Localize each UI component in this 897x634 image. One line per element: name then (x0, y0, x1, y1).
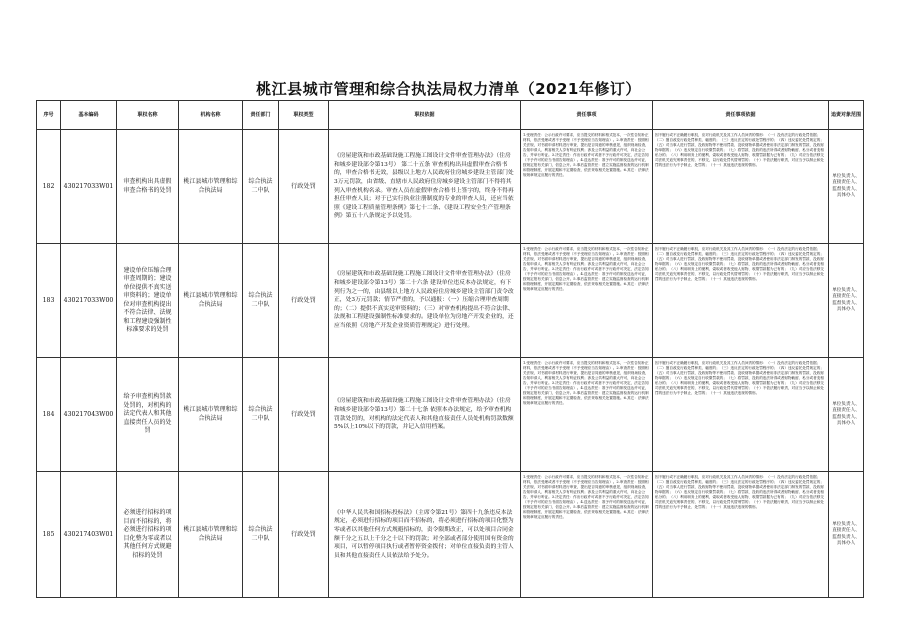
cell-name: 审查机构出具虚假审查合格书的处罚 (117, 130, 179, 244)
header-name: 职权名称 (117, 101, 179, 130)
header-duties: 责任事项 (521, 101, 653, 130)
table-row (37, 244, 864, 358)
cell-scope: 单位负责人、直接责任人、监督负责人、具体办人 (829, 130, 864, 244)
cell-org: 桃江县城市管理和综合执法局 (179, 472, 243, 598)
header-dept: 责任部门 (243, 101, 279, 130)
cell-type: 行政处罚 (279, 472, 329, 598)
power-list-table (36, 100, 864, 598)
cell-name: 建设单位压缩合理审查周期的；建设单位提供不真实送审资料的；建设单位对审查机构提出不符合法律、法规和工程建设强制性标准要求的处罚 (117, 244, 179, 358)
cell-duties: 1.受理责任：公示行政许可要求，应当提交的材料和格式范本，一次性告知补正材料，依法受理或者不予受理（不予受理应当告知理由）。2.审查责任：按照相关法规，对书面申请材料进行审查，提出是否同意的审核意见，组织现场检查，告知申请人、利害相关人享有听证权利；涉及公共利益的重大许可，向社会公告，并举行听证。3.决定责任：作出行政许可或者不予行政许可决定，法定告知（不予许可的应当书面告知理由）。4.送达责任：准予许可的制发送达许可证，按规定报有关部门，信息公开。5.事后监管责任：建立实施监督检查的运行机制和管理制度，开展定期和不定期检查，依法采取相关处置措施。6.其它：法律法规规章规定应履行的责任。 (521, 244, 653, 358)
cell-dept: 综合执法二中队 (243, 472, 279, 598)
table-row (37, 130, 864, 244)
table-header-row (37, 101, 864, 130)
header-type: 职权类型 (279, 101, 329, 130)
cell-duties-basis: 因不履行或不正确履行职权，应对行政机关及其工作人员问责的情形：（一）没有法定的行政处罚依据；（二）擅自改变行政处罚种类、幅度的；（三）违反法定的行政处罚程序的；（四）违反委托处罚规定的；（五）对当事人进行罚款、没收财物等不使用罚款、没收财物单据或者使用非法定部门制发的罚款、没收财物单据的；（六）违反规定自行收缴罚款的；（七）将罚款、没收的违法所得或者财物截留、私分或者变相私分的；（八）利用职务上的便利，索取或者收受他人财物、收缴罚款据为己有的；（九）对应当依法移交司法机关追究刑事责任的，不移交，以行政处罚代替刑罚的；（十）不依法履行职责，对应当予以制止和处罚的违法行为不予制止、处罚的；（十一）其他违法违规的情形。 (653, 472, 829, 598)
cell-duties-basis: 因不履行或不正确履行职权，应对行政机关及其工作人员问责的情形：（一）没有法定的行政处罚依据；（二）擅自改变行政处罚种类、幅度的；（三）违反法定的行政处罚程序的；（四）违反委托处罚规定的；（五）对当事人进行罚款、没收财物等不使用罚款、没收财物单据或者使用非法定部门制发的罚款、没收财物单据的；（六）违反规定自行收缴罚款的；（七）将罚款、没收的违法所得或者财物截留、私分或者变相私分的；（八）利用职务上的便利，索取或者收受他人财物、收缴罚款据为己有的；（九）对应当依法移交司法机关追究刑事责任的，不移交，以行政处罚代替刑罚的；（十）不依法履行职责，对应当予以制止和处罚的违法行为不予制止、处罚的；（十一）其他违法违规的情形。 (653, 244, 829, 358)
cell-org: 桃江县城市管理和综合执法局 (179, 130, 243, 244)
table-row (37, 472, 864, 598)
cell-name: 给予审查机构罚款处罚的，对机构的法定代表人和其他直接责任人员的处罚 (117, 358, 179, 472)
cell-basis: 《房屋建筑和市政基础设施工程施工图设计文件审查管理办法》（住房和城乡建设部令第13号）第二十六条 建设单位违反本办法规定，有下列行为之一的，由县级以上地方人民政府住房城乡建设主管部门责令改正，处3万元罚款；情节严重的，予以通报：（一）压缩合理审查周期的；（二）提供不真实送审资料的；（三）对审查机构提出不符合法律、法规和工程建设强制性标准要求的。建设单位为房地产开发企业的，还应当依照《房地产开发企业资质管理规定》进行处理。 (329, 244, 521, 358)
cell-name: 必须进行招标的项目而不招标的，将必须进行招标的项目化整为零或者以其他任何方式规避招标的处罚 (117, 472, 179, 598)
cell-seq: 185 (37, 472, 61, 598)
cell-dept: 综合执法二中队 (243, 358, 279, 472)
cell-basis: 《房屋建筑和市政基础设施工程施工图设计文件审查管理办法》（住房和城乡建设部令第13号） 第二十五条 审查机构出具虚假审查合格书的，审查合格书无效，县级以上地方人民政府住房城乡建设主管部门处3万元罚款，由省级、直辖市人民政府住房城乡建设主管部门不得将其列入审查机构名录。审查人员在虚假审查合格书上签字的，终身不得再担任审查人员；对于已实行执业注册制度的专业的审查人员，还应当依照《建设工程质量管理条例》第七十二条、《建设工程安全生产管理条例》第五十八条规定予以处罚。 (329, 130, 521, 244)
cell-duties-basis: 因不履行或不正确履行职权，应对行政机关及其工作人员问责的情形：（一）没有法定的行政处罚依据；（二）擅自改变行政处罚种类、幅度的；（三）违反法定的行政处罚程序的；（四）违反委托处罚规定的；（五）对当事人进行罚款、没收财物等不使用罚款、没收财物单据或者使用非法定部门制发的罚款、没收财物单据的；（六）违反规定自行收缴罚款的；（七）将罚款、没收的违法所得或者财物截留、私分或者变相私分的；（八）利用职务上的便利，索取或者收受他人财物、收缴罚款据为己有的；（九）对应当依法移交司法机关追究刑事责任的，不移交，以行政处罚代替刑罚的；（十）不依法履行职责，对应当予以制止和处罚的违法行为不予制止、处罚的；（十一）其他违法违规的情形。 (653, 130, 829, 244)
cell-dept: 综合执法二中队 (243, 244, 279, 358)
cell-type: 行政处罚 (279, 358, 329, 472)
cell-dept: 综合执法二中队 (243, 130, 279, 244)
header-duties-basis: 责任事项依据 (653, 101, 829, 130)
cell-seq: 183 (37, 244, 61, 358)
cell-duties: 1.受理责任：公示行政许可要求，应当提交的材料和格式范本，一次性告知补正材料，依法受理或者不予受理（不予受理应当告知理由）。2.审查责任：按照相关法规，对书面申请材料进行审查，提出是否同意的审核意见，组织现场检查，告知申请人、利害相关人享有听证权利；涉及公共利益的重大许可，向社会公告，并举行听证。3.决定责任：作出行政许可或者不予行政许可决定，法定告知（不予许可的应当书面告知理由）。4.送达责任：准予许可的制发送达许可证，按规定报有关部门，信息公开。5.事后监管责任：建立实施监督检查的运行机制和管理制度，开展定期和不定期检查，依法采取相关处置措施。6.其它：法律法规规章规定应履行的责任。 (521, 358, 653, 472)
cell-duties: 1.受理责任：公示行政许可要求，应当提交的材料和格式范本，一次性告知补正材料，依法受理或者不予受理（不予受理应当告知理由）。2.审查责任：按照相关法规，对书面申请材料进行审查，提出是否同意的审核意见，组织现场检查，告知申请人、利害相关人享有听证权利；涉及公共利益的重大许可，向社会公告，并举行听证。3.决定责任：作出行政许可或者不予行政许可决定，法定告知（不予许可的应当书面告知理由）。4.送达责任：准予许可的制发送达许可证，按规定报有关部门，信息公开。5.事后监管责任：建立实施监督检查的运行机制和管理制度，开展定期和不定期检查，依法采取相关处置措施。6.其它：法律法规规章规定应履行的责任。 (521, 130, 653, 244)
cell-code: 430217403W01 (61, 472, 117, 598)
cell-basis: 《房屋建筑和市政基础设施工程施工图设计文件审查管理办法》（住房和城乡建设部令第13号）第二十七条 依照本办法规定，给予审查机构罚款处罚的，对机构的法定代表人和其他直接责任人员处机构罚款数额5%以上10%以下的罚款，并记入信用档案。 (329, 358, 521, 472)
header-basis: 职权依据 (329, 101, 521, 130)
cell-code: 430217043W00 (61, 358, 117, 472)
cell-basis: 《中华人民共和国招标投标法》（主席令第21号）第四十九条违反本法规定，必须进行招标的项目而不招标的，将必须进行招标的项目化整为零或者以其他任何方式规避招标的，责令限期改正，可以处项目合同金额千分之五以上千分之十以下的罚款；对全部或者部分使用国有资金的项目，可以暂停项目执行或者暂停资金拨付；对单位直接负责的主管人员和其他直接责任人员依法给予处分。 (329, 472, 521, 598)
table-row (37, 358, 864, 472)
cell-seq: 182 (37, 130, 61, 244)
cell-scope: 单位负责人、直接责任人、监督负责人、具体办人 (829, 358, 864, 472)
cell-org: 桃江县城市管理和综合执法局 (179, 358, 243, 472)
header-seq: 序号 (37, 101, 61, 130)
cell-code: 430217033W01 (61, 130, 117, 244)
cell-seq: 184 (37, 358, 61, 472)
document-title: 桃江县城市管理和综合执法局权力清单（2021年修订） (256, 80, 641, 98)
header-code: 基本编码 (61, 101, 117, 130)
cell-code: 430217033W00 (61, 244, 117, 358)
cell-org: 桃江县城市管理和综合执法局 (179, 244, 243, 358)
cell-duties: 1.受理责任：公示行政许可要求，应当提交的材料和格式范本，一次性告知补正材料，依法受理或者不予受理（不予受理应当告知理由）。2.审查责任：按照相关法规，对书面申请材料进行审查，提出是否同意的审核意见，组织现场检查，告知申请人、利害相关人享有听证权利；涉及公共利益的重大许可，向社会公告，并举行听证。3.决定责任：作出行政许可或者不予行政许可决定，法定告知（不予许可的应当书面告知理由）。4.送达责任：准予许可的制发送达许可证，按规定报有关部门，信息公开。5.事后监管责任：建立实施监督检查的运行机制和管理制度，开展定期和不定期检查，依法采取相关处置措施。6.其它：法律法规规章规定应履行的责任。 (521, 472, 653, 598)
cell-scope: 单位负责人、直接责任人、监督负责人、具体办人 (829, 472, 864, 598)
cell-type: 行政处罚 (279, 244, 329, 358)
cell-type: 行政处罚 (279, 130, 329, 244)
cell-duties-basis: 因不履行或不正确履行职权，应对行政机关及其工作人员问责的情形：（一）没有法定的行政处罚依据；（二）擅自改变行政处罚种类、幅度的；（三）违反法定的行政处罚程序的；（四）违反委托处罚规定的；（五）对当事人进行罚款、没收财物等不使用罚款、没收财物单据或者使用非法定部门制发的罚款、没收财物单据的；（六）违反规定自行收缴罚款的；（七）将罚款、没收的违法所得或者财物截留、私分或者变相私分的；（八）利用职务上的便利，索取或者收受他人财物、收缴罚款据为己有的；（九）对应当依法移交司法机关追究刑事责任的，不移交，以行政处罚代替刑罚的；（十）不依法履行职责，对应当予以制止和处罚的违法行为不予制止、处罚的；（十一）其他违法违规的情形。 (653, 358, 829, 472)
cell-scope: 单位负责人、直接责任人、监督负责人、具体办人 (829, 244, 864, 358)
header-scope: 追责对象范围 (829, 101, 864, 130)
header-org: 机构名称 (179, 101, 243, 130)
